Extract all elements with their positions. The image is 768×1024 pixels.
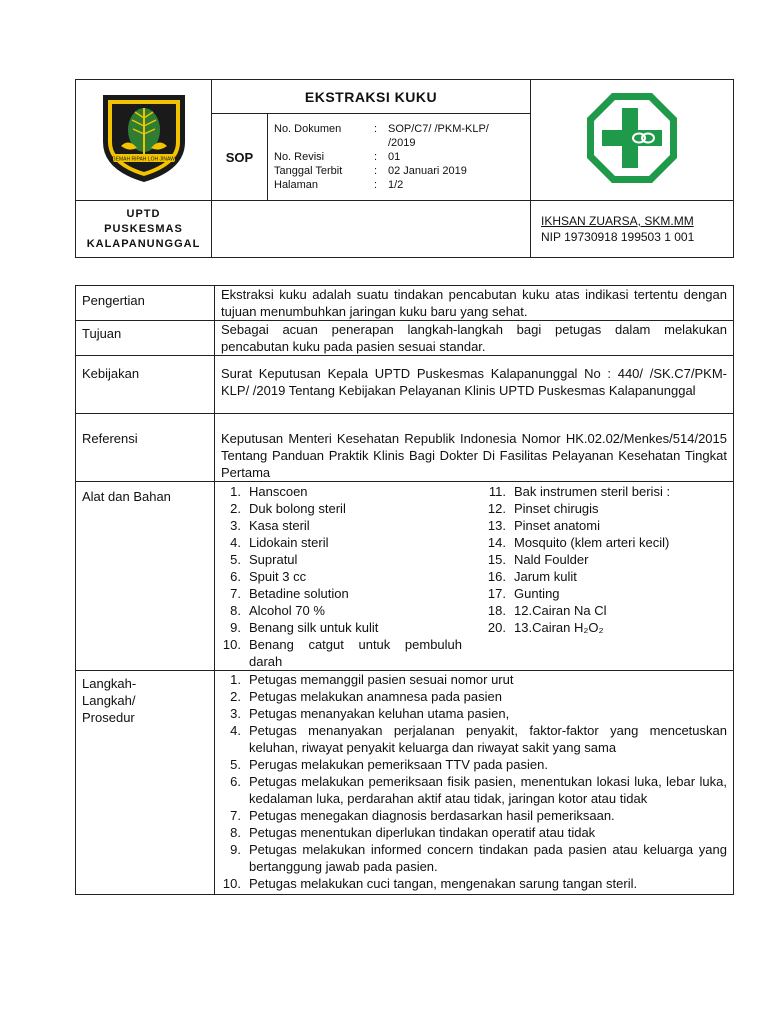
equipment-item: [480, 517, 727, 534]
equipment-item: [215, 500, 462, 517]
list-number: 3.: [230, 706, 241, 721]
list-text: Pinset chirugis: [514, 501, 599, 516]
signer-name: IKHSAN ZUARSA, SKM.MM: [541, 214, 694, 228]
list-number: 16.: [487, 569, 506, 584]
procedure-step: [215, 773, 727, 807]
list-text: 13.Cairan H₂O₂: [514, 620, 604, 635]
procedure-step: [215, 705, 727, 722]
procedure-step: [215, 756, 727, 773]
list-text: Petugas melakukan anamnesa pada pasien: [249, 689, 502, 704]
puskesmas-logo-icon: [584, 90, 680, 186]
list-number: 5.: [230, 757, 241, 772]
equipment-list-left: [215, 483, 462, 670]
list-number: 14.: [487, 535, 506, 550]
list-text: Petugas menegakan diagnosis berdasarkan hasil pemeriksaan.: [249, 808, 615, 823]
list-number: 3.: [230, 518, 241, 533]
procedure-step: [215, 688, 727, 705]
list-number: 9.: [230, 842, 241, 857]
row-label: Alat dan Bahan: [76, 482, 215, 671]
list-text: Betadine solution: [249, 586, 349, 601]
equipment-item: [480, 619, 727, 636]
procedure-step: [215, 807, 727, 824]
list-number: 10.: [222, 637, 241, 652]
row-label: Pengertian: [76, 286, 215, 321]
row-label: Referensi: [76, 414, 215, 482]
list-number: 8.: [230, 825, 241, 840]
list-text: Perugas melakukan pemeriksaan TTV pada pasien.: [249, 757, 548, 772]
list-number: 1.: [230, 672, 241, 687]
sop-content-table: [75, 285, 734, 895]
equipment-item: [215, 534, 462, 551]
list-number: 5.: [230, 552, 241, 567]
signer-nip: NIP 19730918 199503 1 001: [541, 230, 695, 244]
meta-tanggal-terbit: Tanggal Terbit : 02 Januari 2019: [274, 165, 467, 177]
list-text: 12.Cairan Na Cl: [514, 603, 607, 618]
list-number: 6.: [230, 774, 241, 789]
row-value: [215, 482, 734, 671]
list-number: 15.: [487, 552, 506, 567]
row-value: Sebagai acuan penerapan langkah-langkah bagi petugas dalam melakukan pencabutan kuku pada pasien sesuai standar.: [215, 321, 734, 356]
list-text: Petugas menanyakan keluhan utama pasien,: [249, 706, 510, 721]
list-number: 20.: [487, 620, 506, 635]
list-text: Lidokain steril: [249, 535, 329, 550]
puskesmas-logo-cell: [531, 80, 734, 201]
equipment-item: [215, 636, 462, 670]
equipment-item: [215, 602, 462, 619]
list-number: 18.: [487, 603, 506, 618]
signer-block: [531, 201, 734, 258]
blank-cell: [212, 201, 531, 258]
meta-halaman: Halaman : 1/2: [274, 179, 404, 191]
row-pengertian: [76, 286, 734, 321]
regency-crest-icon: [99, 92, 189, 184]
list-text: Benang catgut untuk pembuluh darah: [249, 637, 462, 669]
equipment-item: [480, 602, 727, 619]
list-text: Spuit 3 cc: [249, 569, 307, 584]
meta-no-revisi: No. Revisi : 01: [274, 151, 401, 163]
page-title: EKSTRAKSI KUKU: [212, 80, 531, 114]
equipment-item: [480, 483, 727, 500]
list-text: Petugas melakukan informed concern tindakan pada pasien atau keluarga yang bertanggung jawab pada pasien.: [249, 842, 727, 874]
row-alat-bahan: [76, 482, 734, 671]
equipment-item: [215, 619, 462, 636]
list-text: Petugas menentukan diperlukan tindakan operatif atau tidak: [249, 825, 596, 840]
list-text: Nald Foulder: [514, 552, 589, 567]
list-number: 17.: [487, 586, 506, 601]
equipment-item: [215, 585, 462, 602]
list-text: Mosquito (klem arteri kecil): [514, 535, 670, 550]
list-number: 11.: [488, 484, 506, 499]
equipment-item: [480, 585, 727, 602]
list-text: Petugas memanggil pasien sesuai nomor urut: [249, 672, 514, 687]
equipment-list-right: [462, 483, 727, 670]
procedure-step: [215, 671, 727, 688]
list-text: Petugas menanyakan perjalanan penyakit, faktor-faktor yang mencetuskan keluhan, riwayat penyakit keluarga dan riwayat sakit yang sama: [249, 723, 727, 755]
list-text: Alcohol 70 %: [249, 603, 325, 618]
equipment-item: [215, 517, 462, 534]
list-number: 4.: [230, 535, 241, 550]
list-number: 13.: [487, 518, 506, 533]
list-number: 7.: [230, 808, 241, 823]
row-tujuan: [76, 321, 734, 356]
list-number: 9.: [230, 620, 241, 635]
row-value: Keputusan Menteri Kesehatan Republik Indonesia Nomor HK.02.02/Menkes/514/2015 Tentang Panduan Praktik Klinis Bagi Dokter Di Fasilitas Pelayanan Kesehatan Tingkat Pertama: [215, 414, 734, 482]
list-text: Petugas melakukan pemeriksaan fisik pasien, menentukan lokasi luka, lebar luka, kedalaman luka, perdarahan aktif atau tidak, jaringan kotor atau tidak: [249, 774, 727, 806]
row-langkah: [76, 671, 734, 895]
crest-motto: GEMAH RIPAH LOH JINAWI: [111, 156, 176, 162]
procedure-step: [215, 841, 727, 875]
equipment-item: [480, 500, 727, 517]
equipment-item: [480, 551, 727, 568]
equipment-item: [480, 568, 727, 585]
list-text: Pinset anatomi: [514, 518, 600, 533]
row-label: Tujuan: [76, 321, 215, 356]
list-number: 1.: [230, 484, 241, 499]
list-text: Duk bolong steril: [249, 501, 346, 516]
list-number: 4.: [230, 723, 241, 738]
equipment-item: [215, 483, 462, 500]
equipment-item: [215, 551, 462, 568]
list-text: Hanscoen: [249, 484, 308, 499]
row-label: Langkah- Langkah/ Prosedur: [76, 671, 215, 895]
list-text: Benang silk untuk kulit: [249, 620, 379, 635]
list-number: 2.: [230, 501, 241, 516]
crest-logo-cell: [76, 80, 212, 201]
meta-no-dokumen: No. Dokumen : SOP/C7/ /PKM-KLP/ /2019: [274, 123, 489, 149]
list-text: Supratul: [249, 552, 298, 567]
list-number: 7.: [230, 586, 241, 601]
procedure-step: [215, 722, 727, 756]
row-referensi: [76, 414, 734, 482]
row-value: [215, 671, 734, 895]
list-number: 12.: [487, 501, 506, 516]
list-number: 2.: [230, 689, 241, 704]
row-label: Kebijakan: [76, 356, 215, 414]
list-text: Bak instrumen steril berisi :: [514, 484, 671, 499]
procedure-step: [215, 875, 727, 892]
equipment-item: [480, 534, 727, 551]
list-text: Jarum kulit: [514, 569, 577, 584]
list-number: 6.: [230, 569, 241, 584]
row-value: Surat Keputusan Kepala UPTD Puskesmas Kalapanunggal No : 440/ /SK.C7/PKM-KLP/ /2019 Tentang Kebijakan Pelayanan Klinis UPTD Puskesmas Kalapanunggal: [215, 356, 734, 414]
row-value: Ekstraksi kuku adalah suatu tindakan pencabutan kuku atas indikasi tertentu dengan tujuan menumbuhkan jaringan kuku baru yang sehat.: [215, 286, 734, 321]
organization-name: UPTD PUSKESMAS KALAPANUNGGAL: [76, 201, 212, 258]
list-text: Gunting: [514, 586, 560, 601]
list-number: 8.: [230, 603, 241, 618]
sop-header-table: [75, 79, 734, 258]
list-text: Kasa steril: [249, 518, 310, 533]
row-kebijakan: [76, 356, 734, 414]
document-meta: [268, 114, 531, 201]
equipment-item: [215, 568, 462, 585]
sop-label: SOP: [212, 114, 268, 201]
list-number: 10.: [222, 876, 241, 891]
procedure-step: [215, 824, 727, 841]
list-text: Petugas melakukan cuci tangan, mengenakan sarung tangan steril.: [249, 876, 638, 891]
